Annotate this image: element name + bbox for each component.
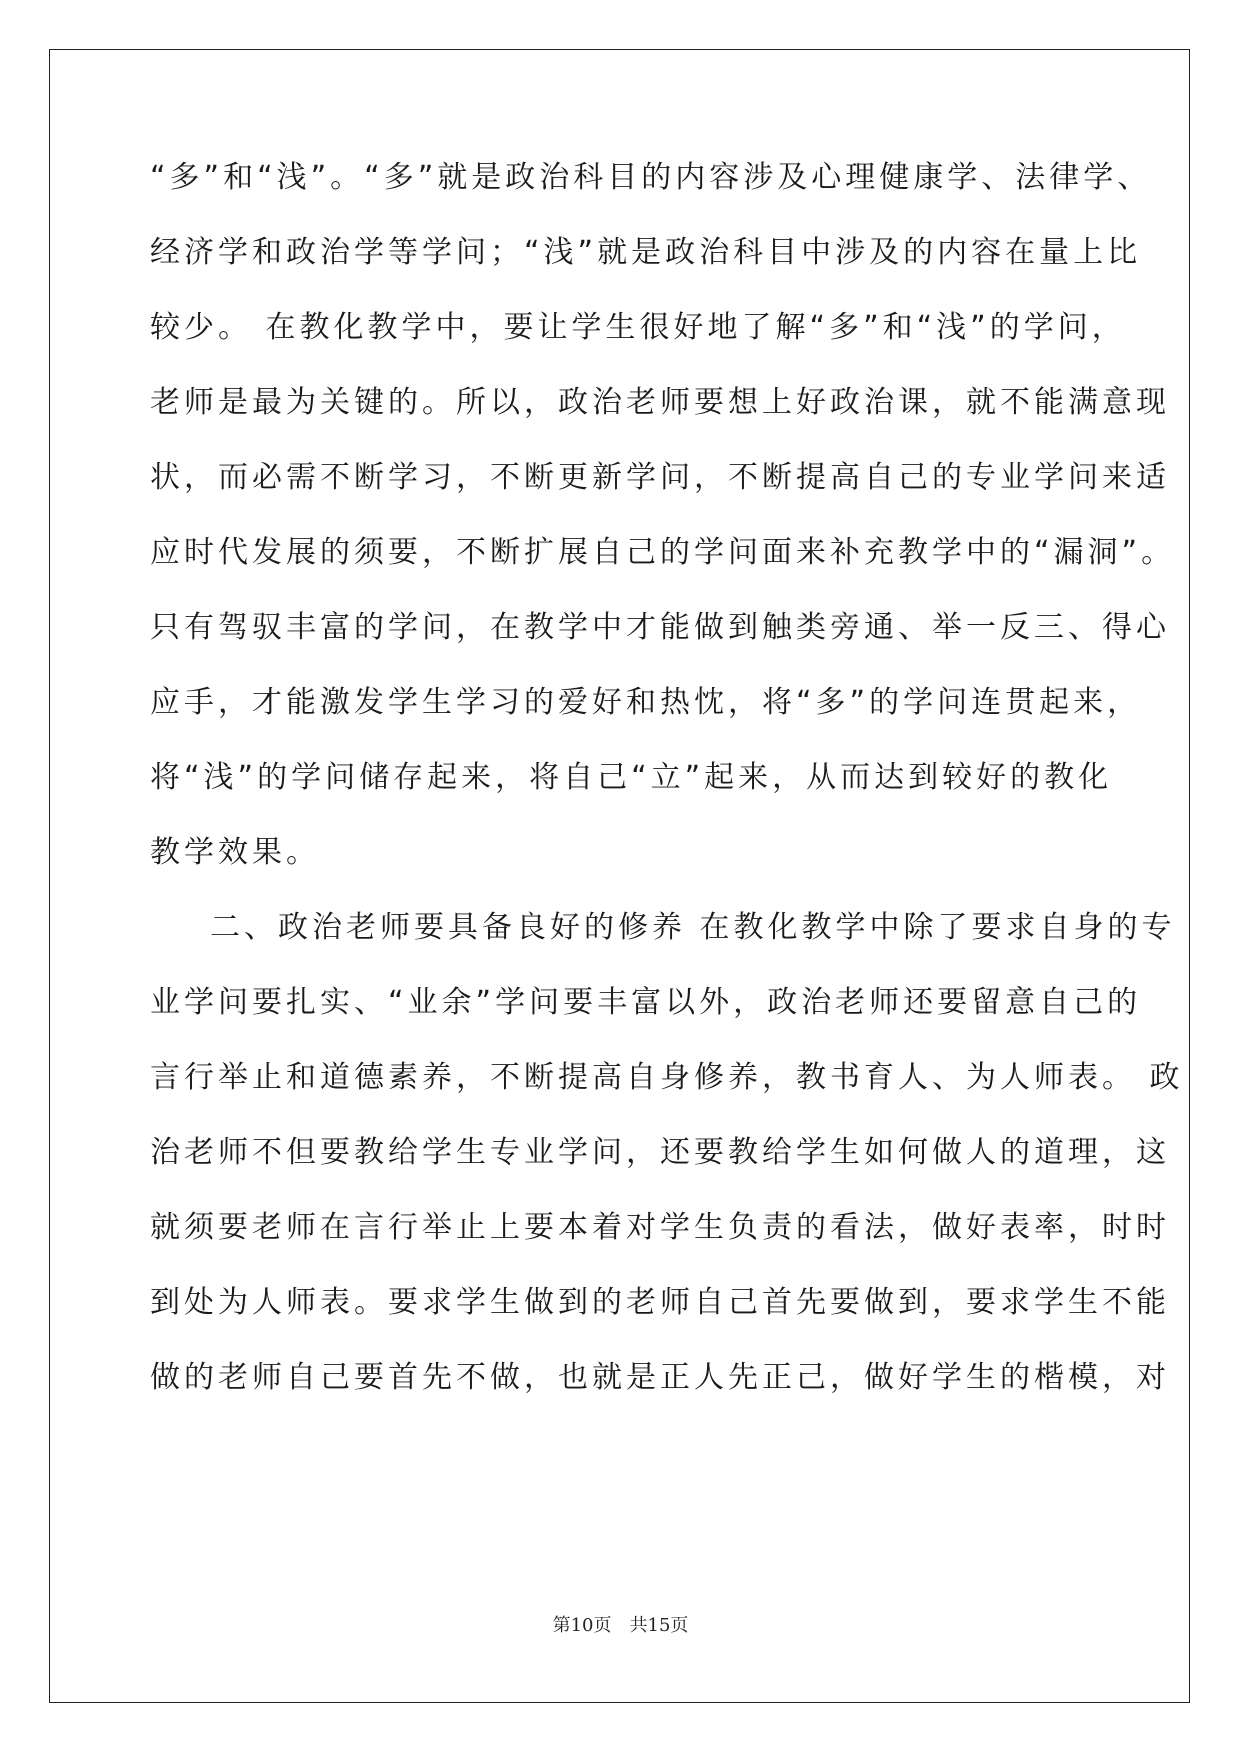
paragraph-line: 将“浅”的学问储存起来，将自己“立”起来，从而达到较好的教化 — [150, 760, 1113, 795]
section-heading-line: 二、政治老师要具备良好的修养 在教化教学中除了要求自身的专 — [210, 910, 1176, 945]
paragraph-line: 做的老师自己要首先不做，也就是正人先正己，做好学生的楷模，对 — [150, 1360, 1170, 1395]
paragraph-line: 较少。 在教化教学中，要让学生很好地了解“多”和“浅”的学问， — [150, 310, 1126, 345]
paragraph-line: 应手，才能激发学生学习的爱好和热忱，将“多”的学问连贯起来， — [150, 685, 1142, 720]
paragraph-line: 到处为人师表。要求学生做到的老师自己首先要做到，要求学生不能 — [150, 1285, 1170, 1320]
paragraph-line: “多”和“浅”。“多”就是政治科目的内容涉及心理健康学、法律学、 — [150, 160, 1152, 195]
paragraph-line: 经济学和政治学等学问；“浅”就是政治科目中涉及的内容在量上比 — [150, 235, 1142, 270]
paragraph-line: 言行举止和道德素养，不断提高自身修养，教书育人、为人师表。 政 — [150, 1060, 1184, 1095]
paragraph-line: 业学问要扎实、“业余”学问要丰富以外，政治老师还要留意自己的 — [150, 985, 1142, 1020]
paragraph-line: 教学效果。 — [150, 835, 320, 870]
page-number: 第10页 共15页 — [552, 1615, 689, 1636]
paragraph-line: 状，而必需不断学习，不断更新学问，不断提高自己的专业学问来适 — [150, 460, 1170, 495]
paragraph-line: 就须要老师在言行举止上要本着对学生负责的看法，做好表率，时时 — [150, 1210, 1170, 1245]
paragraph-line: 只有驾驭丰富的学问，在教学中才能做到触类旁通、举一反三、得心 — [150, 610, 1170, 645]
paragraph-line: 老师是最为关键的。所以，政治老师要想上好政治课，就不能满意现 — [150, 385, 1170, 420]
page-border — [49, 49, 1190, 1703]
paragraph-line: 应时代发展的须要，不断扩展自己的学问面来补充教学中的“漏洞”。 — [150, 535, 1176, 570]
paragraph-line: 治老师不但要教给学生专业学问，还要教给学生如何做人的道理，这 — [150, 1135, 1170, 1170]
